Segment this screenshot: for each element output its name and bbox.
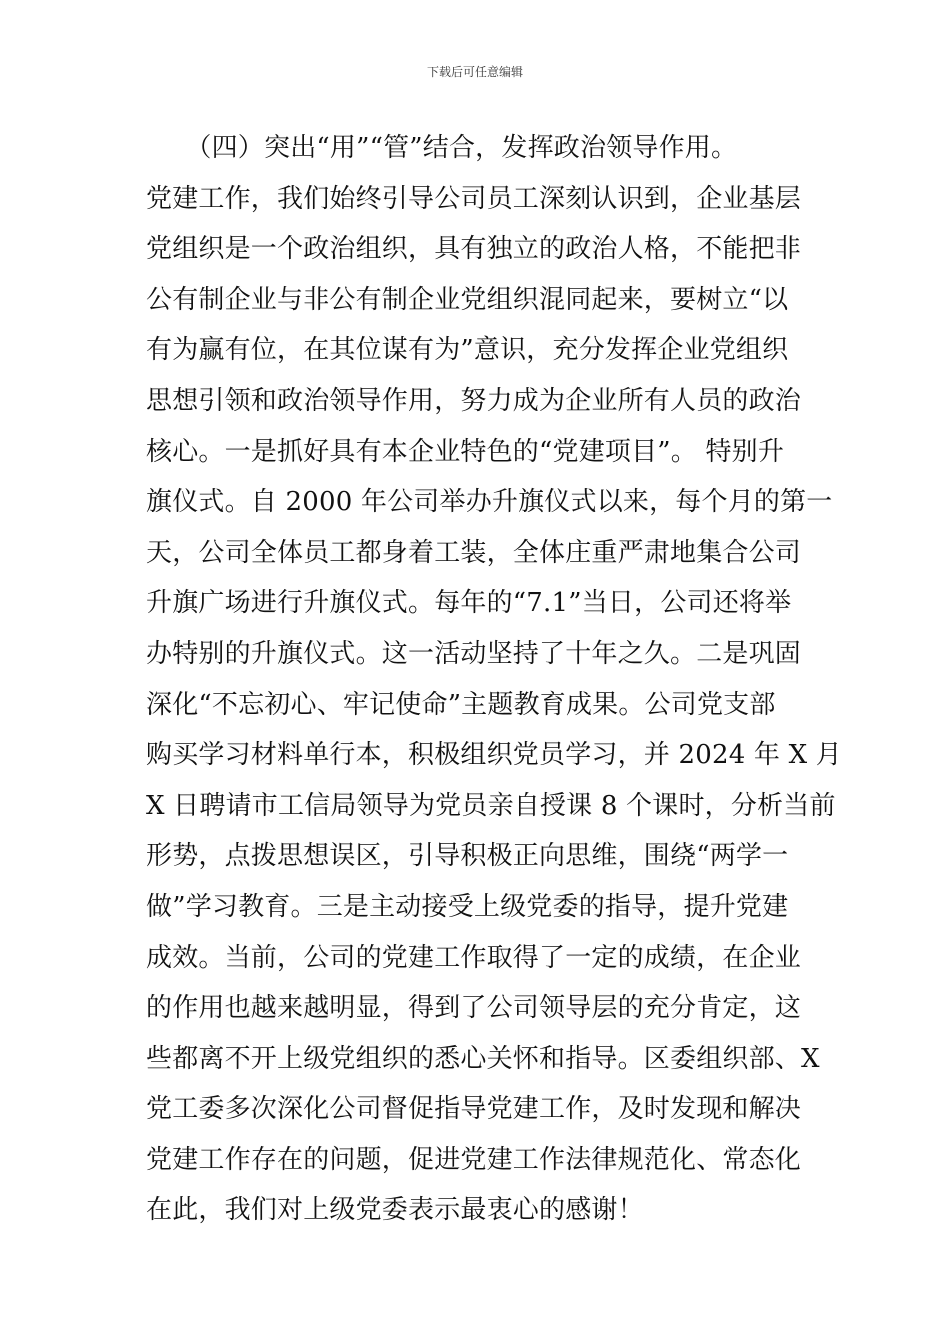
text-line: 思想引领和政治领导作用，努力成为企业所有人员的政治 bbox=[146, 385, 802, 416]
text-line: 购买学习材料单行本，积极组织党员学习，并 2024 年 X 月 bbox=[146, 740, 842, 771]
text-line: 成效。当前，公司的党建工作取得了一定的成绩，在企业 bbox=[146, 942, 802, 973]
text-line: 形势，点拨思想误区，引导积极正向思维，围绕“两学一 bbox=[146, 841, 789, 872]
text-line: （四）突出“用”“管”结合，发挥政治领导作用。 bbox=[146, 133, 738, 163]
text-line: 有为赢有位，在其位谋有为”意识，充分发挥企业党组织 bbox=[146, 335, 789, 366]
text-line: 党建工作，我们始终引导公司员工深刻认识到，企业基层 bbox=[146, 183, 802, 214]
text-line: 核心。一是抓好具有本企业特色的“党建项目”。 特别升 bbox=[146, 436, 785, 467]
text-line: 深化“不忘初心、牢记使命”主题教育成果。公司党支部 bbox=[146, 689, 776, 720]
text-line: 升旗广场进行升旗仪式。每年的“7.1”当日，公司还将举 bbox=[146, 588, 792, 619]
text-line: X 日聘请市工信局领导为党员亲自授课 8 个课时，分析当前 bbox=[146, 790, 836, 821]
page-header: 下载后可任意编辑 bbox=[426, 65, 523, 79]
text-line: 党组织是一个政治组织，具有独立的政治人格，不能把非 bbox=[146, 234, 802, 265]
text-line: 办特别的升旗仪式。这一活动坚持了十年之久。二是巩固 bbox=[146, 638, 802, 669]
text-line: 天，公司全体员工都身着工装，全体庄重严肃地集合公司 bbox=[146, 537, 802, 568]
document-body bbox=[146, 123, 842, 1236]
text-line: 旗仪式。自 2000 年公司举办升旗仪式以来，每个月的第一 bbox=[146, 487, 833, 518]
text-line: 些都离不开上级党组织的悉心关怀和指导。区委组织部、X bbox=[146, 1043, 820, 1074]
text-line: 党工委多次深化公司督促指导党建工作，及时发现和解决 bbox=[146, 1094, 802, 1125]
text-line: 党建工作存在的问题，促进党建工作法律规范化、常态化 bbox=[146, 1144, 802, 1175]
text-line: 在此，我们对上级党委表示最衷心的感谢！ bbox=[146, 1195, 644, 1226]
text-line: 的作用也越来越明显，得到了公司领导层的充分肯定，这 bbox=[146, 993, 802, 1024]
text-line: 公有制企业与非公有制企业党组织混同起来，要树立“以 bbox=[146, 284, 789, 315]
text-line: 做”学习教育。三是主动接受上级党委的指导，提升党建 bbox=[146, 891, 789, 922]
